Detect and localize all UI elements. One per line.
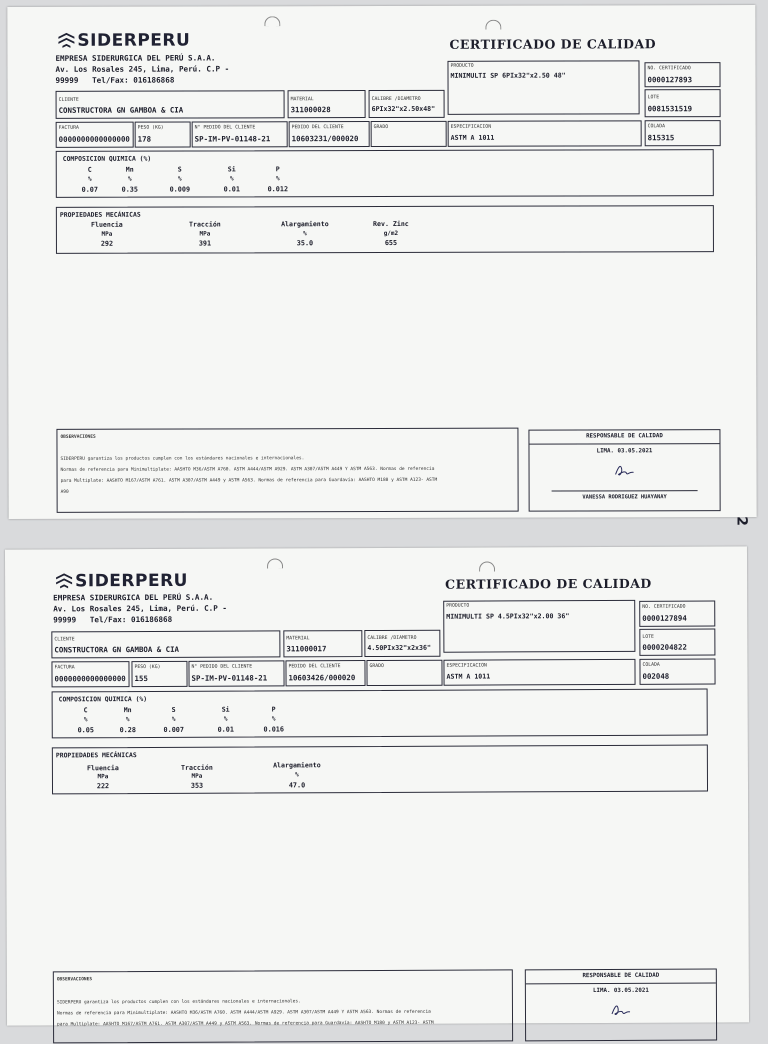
responsable-date: LIMA. 03.05.2021 <box>592 987 649 995</box>
material-label: MATERIAL <box>290 97 314 103</box>
siderperu-logo-icon <box>57 32 75 48</box>
chem-value: 0.016 <box>263 725 285 734</box>
pedido-label: PEDIDO DEL CLIENTE <box>291 125 344 131</box>
chem-value: 0.01 <box>217 725 234 734</box>
material-box <box>283 630 362 657</box>
factura-label: FACTURA <box>58 125 79 131</box>
mech-value: 353 <box>190 781 204 790</box>
mechanical-properties-table <box>56 205 714 254</box>
responsable-box <box>528 429 720 512</box>
chem-unit: % <box>275 175 280 183</box>
company-address: Av. Los Rosales 245, Lima, Perú. C.P - <box>53 603 227 614</box>
certificado-box <box>644 62 720 87</box>
observaciones-line: para Multiplate: AASHTO M167/ASTM A761. ASTM A307/ASTM A449 y ASTM A563. Normas de referencia para Guardavía: AASHTO M180 y ASTM A123- ASTM <box>57 1020 434 1028</box>
chem-unit: % <box>229 175 234 183</box>
company-contact-line <box>56 75 175 86</box>
certificado-value: 0000127893 <box>647 75 693 85</box>
cliente-value: CONSTRUCTORA GN GAMBOA & CIA <box>58 105 184 115</box>
calibre-value: 4.50PIx32"x2x36" <box>367 643 431 653</box>
chemical-composition-table <box>52 689 708 739</box>
producto-label: PRODUCTO <box>446 603 470 609</box>
observaciones-line: Normas de referencia para Minimultiplate: AASHTO M36/ASTM A760. ASTM A444/ASTM A929. ASTM A307/ASTM A449 Y ASTM A563. Normas de referencia <box>60 466 435 473</box>
mech-title: PROPIEDADES MECÁNICAS <box>59 210 141 219</box>
lote-label: LOTE <box>642 634 654 640</box>
chem-value: 0.007 <box>163 725 185 734</box>
company-address: Av. Los Rosales 245, Lima, Perú. C.P - <box>55 64 230 74</box>
mech-header: Tracción <box>189 220 221 229</box>
certificate-title: CERTIFICADO DE CALIDAD <box>449 36 657 52</box>
mech-unit: % <box>303 230 307 238</box>
peso-label: PESO (KG) <box>134 664 161 671</box>
producto-box <box>447 60 639 115</box>
pedido-box <box>289 121 370 147</box>
peso-value: 178 <box>137 134 152 144</box>
lote-box <box>639 629 715 656</box>
punch-hole <box>485 20 501 30</box>
cliente-label: CLIENTE <box>58 97 79 103</box>
pedido-label: PEDIDO DEL CLIENTE <box>288 664 341 670</box>
certificate-sheet-1 <box>7 5 756 526</box>
chem-header: Mn <box>125 165 134 174</box>
producto-box <box>443 600 635 653</box>
company-brand: SIDERPERU <box>75 570 189 592</box>
siderperu-logo-icon <box>55 572 73 588</box>
producto-value: MINIMULTI SP 6PIx32"x2.50 48" <box>450 71 566 80</box>
observaciones-line: Normas de referencia para Minimultiplate: AASHTO M36/ASTM A760. ASTM A444/ASTM A929. ASTM A307/ASTM A449 Y ASTM A563. Normas de referencia <box>56 1009 431 1017</box>
chem-unit: % <box>177 175 182 183</box>
mech-header: Tracción <box>181 763 213 772</box>
mech-value: 35.0 <box>296 239 314 248</box>
material-value: 311000017 <box>286 644 327 654</box>
responsable-title: RESPONSABLE DE CALIDAD <box>586 433 663 440</box>
observaciones-box <box>53 969 513 1043</box>
lote-label: LOTE <box>647 95 660 101</box>
chem-unit: % <box>223 715 228 723</box>
mech-unit: MPa <box>97 773 109 781</box>
chem-unit: % <box>87 175 92 183</box>
peso-box <box>131 661 187 687</box>
company-phone: Tel/Fax: 016186868 <box>92 75 175 85</box>
chem-header: Si <box>221 705 230 714</box>
certificado-label: NO. CERTIFICADO <box>647 66 691 72</box>
chem-title: COMPOSICION QUIMICA (%) <box>62 154 152 163</box>
chem-title: COMPOSICION QUIMICA (%) <box>58 695 148 704</box>
colada-value: 002048 <box>642 671 670 681</box>
responsable-box <box>525 969 717 1042</box>
colada-box <box>645 120 721 146</box>
colada-box <box>639 659 715 685</box>
lote-value: 0081531519 <box>647 104 693 114</box>
chem-header: Mn <box>123 706 132 715</box>
factura-box <box>56 122 134 148</box>
grado-box <box>366 660 442 686</box>
especificacion-box <box>443 659 635 686</box>
mech-value: 391 <box>198 239 212 248</box>
certificate-sheet-2 <box>5 546 749 1028</box>
material-value: 311000028 <box>290 105 331 115</box>
chem-value: 0.012 <box>267 185 289 194</box>
responsable-title: RESPONSABLE DE CALIDAD <box>582 972 660 980</box>
lote-value: 0000204822 <box>642 642 687 652</box>
material-box <box>288 90 366 118</box>
chem-value: 0.07 <box>81 185 99 194</box>
mech-header: Fluencia <box>91 220 123 229</box>
especificacion-box <box>448 120 642 147</box>
company-name: EMPRESA SIDERURGICA DEL PERÚ S.A.A. <box>53 592 214 603</box>
colada-label: COLADA <box>647 124 665 130</box>
chem-value: 0.009 <box>169 185 191 194</box>
chem-header: P <box>275 165 280 174</box>
calibre-label: CALIBRE /DIAMETRO <box>367 635 417 642</box>
grado-box <box>371 121 447 147</box>
responsable-name: VANESSA RODRIGUEZ HUAYANAY <box>582 494 667 501</box>
company-name: EMPRESA SIDERURGICA DEL PERÚ S.A.A. <box>55 53 216 63</box>
factura-box <box>51 661 129 687</box>
producto-label: PRODUCTO <box>450 63 474 69</box>
responsable-date: LIMA. 03.05.2021 <box>596 448 653 455</box>
chem-header: C <box>83 706 88 715</box>
especificacion-value: ASTM A 1011 <box>450 133 495 142</box>
producto-value: MINIMULTI SP 4.5PIx32"x2.00 36" <box>446 612 570 621</box>
colada-label: COLADA <box>642 662 660 668</box>
cliente-value: CONSTRUCTORA GN GAMBOA & CIA <box>54 644 180 655</box>
mech-unit: % <box>295 771 299 779</box>
chem-unit: % <box>171 715 176 723</box>
chem-value: 0.28 <box>119 726 136 735</box>
grado-label: GRADO <box>373 124 389 131</box>
especificacion-value: ASTM A 1011 <box>446 672 491 681</box>
pedido-cliente-value: SP-IM-PV-01148-21 <box>191 673 268 683</box>
company-postal: 99999 <box>53 615 77 625</box>
company-brand: SIDERPERU <box>77 30 191 51</box>
cliente-box <box>56 90 285 119</box>
mech-title: PROPIEDADES MECÁNICAS <box>55 751 137 760</box>
certificado-label: NO. CERTIFICADO <box>642 604 686 610</box>
pedido-cliente-value: SP-IM-PV-01148-21 <box>194 134 271 144</box>
cliente-label: CLIENTE <box>54 637 75 643</box>
mech-unit: g/m2 <box>383 229 399 237</box>
chem-header: P <box>271 705 276 714</box>
cliente-box <box>51 630 280 658</box>
mech-header: Fluencia <box>87 764 119 773</box>
mech-value: 222 <box>96 782 110 791</box>
grado-label: GRADO <box>369 663 384 670</box>
mech-unit: MPa <box>101 230 113 238</box>
signature-icon <box>614 462 636 478</box>
chem-unit: % <box>271 715 276 723</box>
calibre-box <box>364 630 440 657</box>
calibre-value: 6PIx32"x2.50x48" <box>371 104 436 114</box>
chem-header: S <box>177 165 182 174</box>
observaciones-line: A90 <box>60 489 69 495</box>
punch-hole <box>479 561 495 571</box>
factura-label: FACTURA <box>54 665 75 671</box>
lote-box <box>645 89 721 117</box>
mech-unit: MPa <box>199 230 211 238</box>
company-postal: 99999 <box>55 75 79 85</box>
observaciones-line: SIDERPERU garantiza los productos cumplen con los estándares nacionales e internacionales. <box>60 456 305 462</box>
factura-value: 0000000000000000 <box>54 674 126 684</box>
especificacion-label: ESPECIFICACION <box>446 663 487 669</box>
mech-header: Rev. Zinc <box>373 219 409 229</box>
peso-label: PESO (KG) <box>137 125 164 131</box>
factura-value: 0000000000000000 <box>58 134 130 144</box>
mechanical-properties-table <box>52 745 708 795</box>
observaciones-line: para Multiplate: AASHTO M167/ASTM A761. ASTM A307/ASTM A449 y ASTM A563. Normas de referencia para Guardavía: AASHTO M180 y ASTM A123- ASTM <box>60 477 438 484</box>
chem-value: 0.01 <box>223 185 241 194</box>
calibre-box <box>369 90 445 118</box>
company-contact-line <box>53 614 172 626</box>
calibre-label: CALIBRE /DIAMETRO <box>371 96 421 103</box>
chem-header: C <box>87 165 92 174</box>
chem-unit: % <box>127 175 132 183</box>
mech-header: Alargamiento <box>273 761 321 770</box>
pedido-cliente-label: N° PEDIDO DEL CLIENTE <box>191 664 253 670</box>
observaciones-label: OBSERVACIONES <box>56 977 93 983</box>
signature-icon <box>610 1002 632 1018</box>
mech-header: Alargamiento <box>281 220 329 229</box>
mech-value: 655 <box>384 238 398 247</box>
pedido-cliente-box <box>188 660 284 686</box>
pedido-box <box>285 660 365 686</box>
observaciones-box <box>56 428 518 513</box>
company-phone: Tel/Fax: 016186868 <box>89 614 173 625</box>
colada-value: 815315 <box>647 133 675 143</box>
punch-hole <box>264 16 280 26</box>
peso-box <box>135 122 191 148</box>
chemical-composition-table <box>56 149 714 198</box>
pedido-value: 10603426/000020 <box>288 673 356 683</box>
chem-header: S <box>171 705 176 714</box>
chem-value: 0.05 <box>77 726 94 735</box>
certificate-title: CERTIFICADO DE CALIDAD <box>445 575 652 592</box>
chem-header: Si <box>227 165 236 174</box>
certificado-box <box>639 601 715 627</box>
page-number: 2 <box>733 516 750 526</box>
pedido-cliente-label: N° PEDIDO DEL CLIENTE <box>194 125 256 131</box>
chem-unit: % <box>125 716 130 724</box>
material-label: MATERIAL <box>286 636 310 642</box>
observaciones-label: OBSERVACIONES <box>60 434 96 440</box>
pedido-value: 10603231/000020 <box>291 134 359 144</box>
punch-hole <box>267 558 283 568</box>
chem-unit: % <box>83 716 88 724</box>
mech-unit: MPa <box>191 772 203 780</box>
observaciones-line: SIDERPERU garantiza los productos cumplen con los estándares nacionales e internacionales. <box>56 999 301 1006</box>
especificacion-label: ESPECIFICACION <box>450 124 492 130</box>
chem-value: 0.35 <box>121 185 139 194</box>
mech-value: 47.0 <box>288 781 306 790</box>
certificado-value: 0000127894 <box>642 613 687 623</box>
mech-value: 292 <box>100 239 114 248</box>
peso-value: 155 <box>134 673 148 684</box>
pedido-cliente-box <box>192 121 288 147</box>
